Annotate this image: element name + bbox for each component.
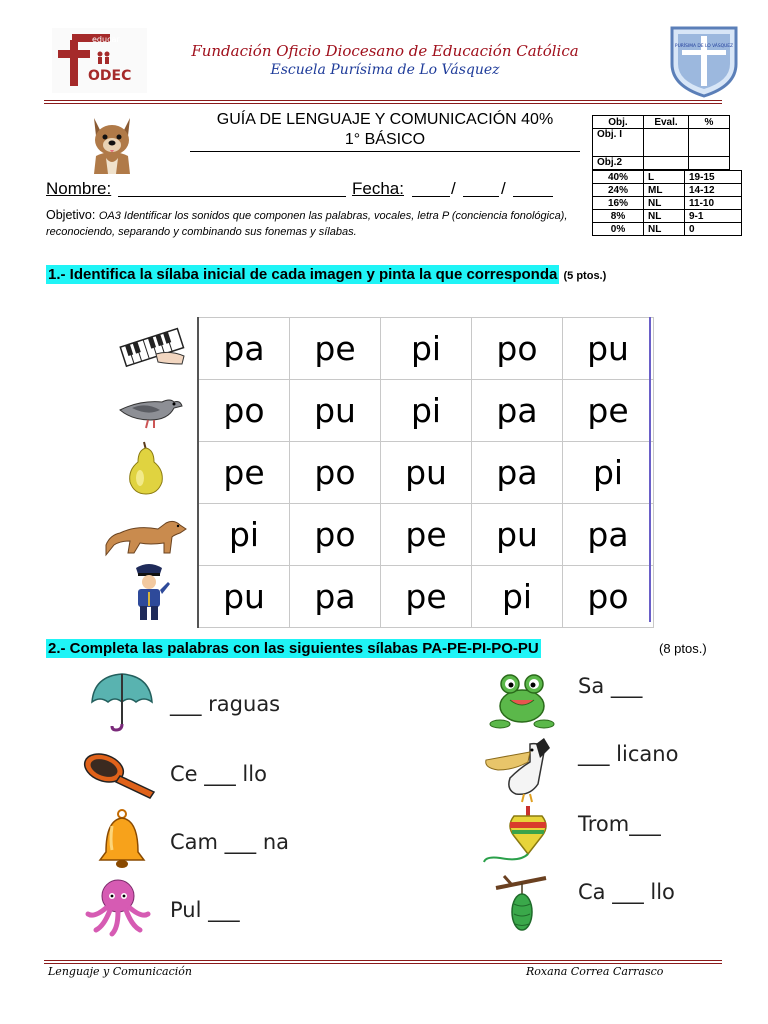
- scale-percent: 0%: [593, 223, 644, 236]
- police-officer-icon: [124, 560, 174, 622]
- syllable-cell[interactable]: pu: [472, 504, 563, 566]
- hairbrush-icon: [80, 740, 160, 806]
- word-campana: Cam ___ na: [170, 830, 290, 854]
- syllable-cell[interactable]: pa: [472, 442, 563, 504]
- fecha-year-line[interactable]: [513, 196, 553, 197]
- word-trompo: Trom___: [578, 812, 661, 836]
- footer-rule-2: [44, 963, 722, 964]
- syllable-cell[interactable]: pi: [198, 504, 290, 566]
- pelican-icon: [480, 738, 560, 804]
- nombre-label: Nombre:: [46, 179, 112, 198]
- grading-scale-table: [592, 170, 742, 236]
- scale-range: 19-15: [685, 171, 742, 184]
- grid-row-5: [198, 566, 654, 628]
- evaluation-table: [592, 115, 730, 170]
- grid-row-4: [198, 504, 654, 566]
- nombre-input-line[interactable]: [118, 196, 346, 197]
- objetivo: [46, 208, 591, 240]
- word-pelicano: ___ licano: [578, 742, 679, 766]
- footer-rule: [44, 960, 722, 961]
- footer-author: Roxana Correa Carrasco: [526, 965, 664, 978]
- syllable-cell[interactable]: pe: [381, 504, 472, 566]
- word-sapo: Sa ___: [578, 674, 643, 698]
- grid-row-3: [198, 442, 654, 504]
- footer-subject: Lenguaje y Comunicación: [48, 965, 192, 978]
- foundation-name: Fundación Oficio Diocesano de Educación Católica: [191, 42, 579, 60]
- grid-right-border: [649, 317, 651, 622]
- syllable-cell[interactable]: pi: [472, 566, 563, 628]
- cocoon-icon: [492, 874, 552, 940]
- scale-percent: 40%: [593, 171, 644, 184]
- syllable-cell[interactable]: pa: [563, 504, 654, 566]
- word-capullo: Ca ___ llo: [578, 880, 675, 904]
- scale-percent: 16%: [593, 197, 644, 210]
- pigeon-icon: [110, 380, 190, 436]
- syllable-cell[interactable]: pa: [290, 566, 381, 628]
- svg-text:ODEC: ODEC: [88, 68, 132, 84]
- fecha-separator-1: /: [451, 179, 456, 198]
- objetivo-text: OA3 Identificar los sonidos que componen las palabras, vocales, letra P (conciencia fonológica), reconociendo, separando y combinando sus fonemas y sílabas.: [46, 210, 568, 238]
- school-name: Escuela Purísima de Lo Vásquez: [270, 62, 500, 78]
- fecha-label: Fecha:: [352, 179, 404, 198]
- fecha-month-line[interactable]: [463, 196, 499, 197]
- eval-cell[interactable]: [644, 129, 689, 157]
- scale-percent: 8%: [593, 210, 644, 223]
- section1-points: (5 ptos.): [563, 270, 607, 282]
- objetivo-label: Objetivo:: [46, 208, 96, 222]
- header-rule-2: [44, 103, 722, 104]
- syllable-cell[interactable]: pe: [381, 566, 472, 628]
- syllable-cell[interactable]: pu: [198, 566, 290, 628]
- eval-header-percent: %: [689, 116, 730, 129]
- syllable-grid: [197, 317, 654, 628]
- scale-level: NL: [644, 197, 685, 210]
- word-cepillo: Ce ___ llo: [170, 762, 267, 786]
- fecha-day-line[interactable]: [412, 196, 450, 197]
- scale-percent: 24%: [593, 184, 644, 197]
- word-paraguas: ___ raguas: [170, 692, 281, 716]
- syllable-cell[interactable]: pe: [563, 380, 654, 442]
- syllable-cell[interactable]: pu: [290, 380, 381, 442]
- title-underline: [190, 151, 580, 152]
- odec-logo: [52, 28, 147, 93]
- eval-row-obj1: Obj. I: [593, 129, 644, 157]
- spinning-top-icon: [480, 804, 560, 870]
- syllable-cell[interactable]: pa: [472, 380, 563, 442]
- page-title: GUÍA DE LENGUAJE Y COMUNICACIÓN 40%: [216, 111, 554, 128]
- syllable-cell[interactable]: po: [290, 442, 381, 504]
- grid-row-1: [198, 318, 654, 380]
- umbrella-icon: [86, 668, 158, 734]
- puma-icon: [100, 505, 190, 561]
- syllable-cell[interactable]: po: [563, 566, 654, 628]
- scale-level: NL: [644, 223, 685, 236]
- scale-range: 9-1: [685, 210, 742, 223]
- scale-level: NL: [644, 210, 685, 223]
- eval-cell[interactable]: [689, 129, 730, 157]
- frog-icon: [486, 668, 558, 734]
- eval-cell[interactable]: [644, 157, 689, 170]
- syllable-cell[interactable]: po: [198, 380, 290, 442]
- scale-level: L: [644, 171, 685, 184]
- pear-icon: [110, 440, 190, 496]
- eval-row-obj2: Obj.2: [593, 157, 644, 170]
- syllable-cell[interactable]: pi: [381, 380, 472, 442]
- syllable-cell[interactable]: pe: [290, 318, 381, 380]
- word-pulpo: Pul ___: [170, 898, 240, 922]
- octopus-icon: [82, 874, 154, 940]
- syllable-cell[interactable]: pa: [198, 318, 290, 380]
- fecha-separator-2: /: [501, 179, 506, 198]
- scale-range: 14-12: [685, 184, 742, 197]
- grade-level: 1° BÁSICO: [344, 131, 426, 148]
- section2-heading: [46, 640, 541, 657]
- syllable-cell[interactable]: pi: [381, 318, 472, 380]
- section1-heading: [46, 266, 606, 283]
- section1-instruction: 1.- Identifica la sílaba inicial de cada imagen y pinta la que corresponda: [48, 266, 558, 283]
- eval-header-obj: Obj.: [593, 116, 644, 129]
- section2-instruction: 2.- Completa las palabras con las siguientes sílabas PA-PE-PI-PO-PU: [48, 640, 539, 657]
- syllable-cell[interactable]: po: [472, 318, 563, 380]
- scale-range: 0: [685, 223, 742, 236]
- school-shield-logo: [668, 24, 740, 98]
- section2-points: (8 ptos.): [659, 641, 707, 656]
- scale-range: 11-10: [685, 197, 742, 210]
- piano-icon: [110, 320, 190, 376]
- eval-header-eval: Eval.: [644, 116, 689, 129]
- syllable-cell[interactable]: pi: [563, 442, 654, 504]
- svg-text:educar: educar: [92, 35, 120, 44]
- header-rule: [44, 100, 722, 101]
- svg-text:PURÍSIMA DE LO VÁSQUEZ: PURÍSIMA DE LO VÁSQUEZ: [674, 44, 734, 49]
- syllable-cell[interactable]: pe: [198, 442, 290, 504]
- syllable-cell[interactable]: po: [290, 504, 381, 566]
- grid-row-2: [198, 380, 654, 442]
- dog-icon: [86, 114, 138, 176]
- bell-icon: [92, 806, 154, 872]
- syllable-cell[interactable]: pu: [563, 318, 654, 380]
- eval-cell[interactable]: [689, 157, 730, 170]
- syllable-cell[interactable]: pu: [381, 442, 472, 504]
- scale-level: ML: [644, 184, 685, 197]
